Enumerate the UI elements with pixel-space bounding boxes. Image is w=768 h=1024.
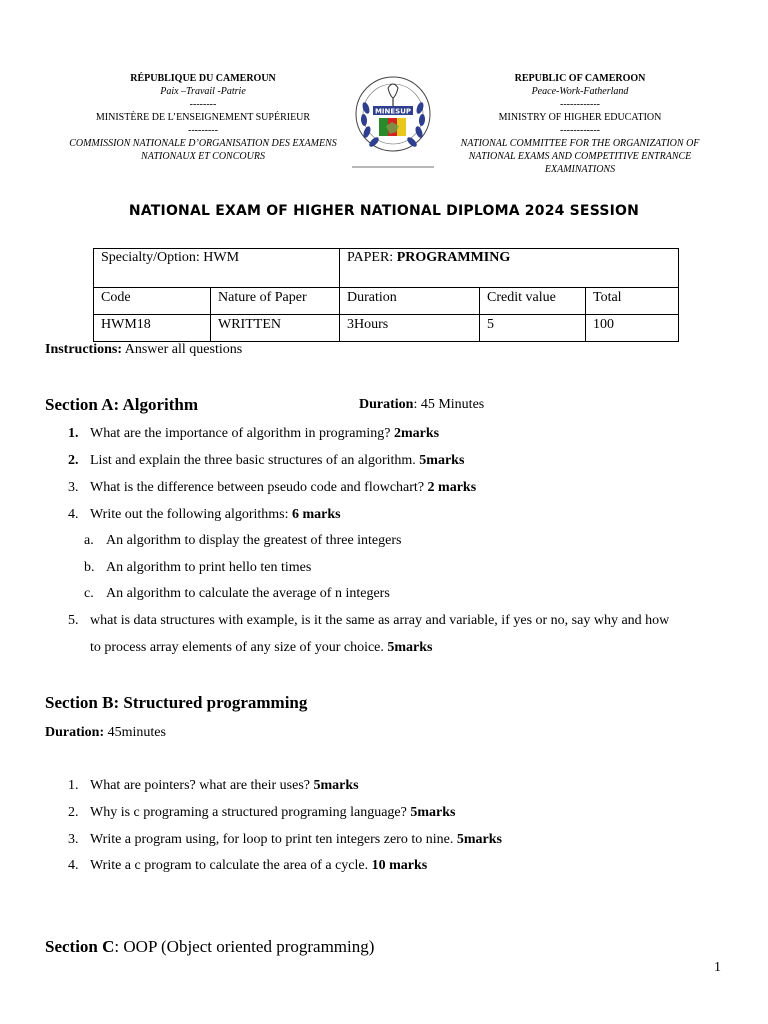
question-number: 1. — [68, 778, 79, 793]
section-a-duration — [359, 397, 484, 413]
section-b-title: Section B: Structured programming — [45, 693, 308, 712]
header-nature: Nature of Paper — [211, 288, 340, 315]
exam-title: NATIONAL EXAM OF HIGHER NATIONAL DIPLOMA 2024 SESSION — [128, 203, 640, 219]
sub-question-text: An algorithm to calculate the average of n integers — [106, 586, 390, 601]
question-number: 2. — [68, 453, 79, 468]
question-text-line2: to process array elements of any size of your choice. — [90, 640, 388, 655]
sub-question-text: An algorithm to print hello ten times — [106, 560, 312, 575]
question-marks: 2 marks — [427, 480, 477, 495]
question-text: Write a c program to calculate the area of a cycle. — [90, 858, 372, 873]
header-left-french — [68, 72, 338, 163]
section-c-title — [45, 937, 374, 957]
question-number: 3. — [68, 832, 79, 847]
paper-cell — [340, 249, 679, 288]
instructions-text: Answer all questions — [122, 342, 243, 357]
header-total: Total — [586, 288, 679, 315]
commission-fr-line2: NATIONAUX ET CONCOURS — [141, 151, 265, 162]
question-text: Why is c programing a structured programing language? — [90, 805, 411, 820]
ministry-en: MINISTRY OF HIGHER EDUCATION — [498, 112, 662, 123]
header-credit: Credit value — [480, 288, 586, 315]
question-number: 4. — [68, 858, 79, 873]
question-text: What is the difference between pseudo code and flowchart? — [90, 480, 428, 495]
question-number: 4. — [68, 507, 79, 522]
question-number: 5. — [68, 613, 79, 628]
sub-question-letter: a. — [84, 533, 94, 548]
separator: -------- — [189, 99, 217, 110]
instructions-label: Instructions: — [45, 342, 123, 357]
value-duration: 3Hours — [340, 315, 480, 342]
instructions — [45, 342, 242, 358]
duration-label: Duration — [359, 397, 414, 412]
country-en: REPUBLIC OF CAMEROON — [514, 73, 646, 84]
question-marks: 5marks — [387, 640, 433, 655]
table-row — [94, 288, 679, 315]
separator: --------- — [188, 125, 218, 136]
minesup-logo — [352, 68, 434, 168]
question-marks: 6 marks — [292, 507, 341, 522]
question-text: What are the importance of algorithm in programing? — [90, 426, 395, 441]
question-marks: 5marks — [410, 805, 456, 820]
value-code: HWM18 — [94, 315, 211, 342]
question-text-line1: what is data structures with example, is it the same as array and variable, if yes or no, say why and how — [90, 613, 670, 628]
paper-info-table — [93, 248, 679, 342]
question-text: Write out the following algorithms: — [90, 507, 293, 522]
separator: ------------ — [560, 125, 600, 136]
question-marks: 2marks — [394, 426, 440, 441]
separator: ------------ — [560, 99, 600, 110]
country-fr: RÉPUBLIQUE DU CAMEROUN — [130, 73, 276, 84]
question-marks: 5marks — [313, 778, 359, 793]
question-text: Write a program using, for loop to print ten integers zero to nine. — [90, 832, 457, 847]
value-nature: WRITTEN — [211, 315, 340, 342]
question-number: 2. — [68, 805, 79, 820]
ministry-fr: MINISTÈRE DE L’ENSEIGNEMENT SUPÉRIEUR — [95, 112, 311, 123]
section-b-duration — [45, 725, 166, 741]
value-credit: 5 — [480, 315, 586, 342]
specialty-cell: Specialty/Option: HWM — [94, 249, 340, 288]
question-number: 3. — [68, 480, 79, 495]
table-row — [94, 315, 679, 342]
sub-question-letter: c. — [84, 586, 94, 601]
question-text: What are pointers? what are their uses? — [90, 778, 314, 793]
committee-en-line2: NATIONAL EXAMS AND COMPETITIVE ENTRANCE — [468, 151, 692, 162]
page-number: 1 — [714, 960, 721, 975]
header-code: Code — [94, 288, 211, 315]
commission-fr-line1: COMMISSION NATIONALE D’ORGANISATION DES EXAMENS — [69, 138, 337, 149]
question-number: 1. — [68, 426, 79, 441]
duration-label: Duration: — [45, 725, 105, 740]
paper-label: PAPER: — [347, 250, 397, 265]
question-marks: 5marks — [456, 832, 502, 847]
value-total: 100 — [586, 315, 679, 342]
section-c-label: Section C — [45, 937, 115, 956]
committee-en-line1: NATIONAL COMMITTEE FOR THE ORGANIZATION OF — [460, 138, 700, 149]
question-marks: 5marks — [419, 453, 465, 468]
section-c-text: : OOP (Object oriented programming) — [114, 937, 375, 956]
logo-text: MINESUP — [374, 107, 412, 116]
table-row — [94, 249, 679, 288]
duration-value: 45minutes — [104, 725, 166, 740]
paper-value: PROGRAMMING — [396, 250, 511, 265]
question-text: List and explain the three basic structures of an algorithm. — [90, 453, 420, 468]
sub-question-text: An algorithm to display the greatest of three integers — [106, 533, 402, 548]
section-a-title: Section A: Algorithm — [45, 395, 198, 414]
header-right-english — [445, 72, 715, 176]
motto-fr: Paix –Travail -Patrie — [160, 86, 246, 97]
sub-question-letter: b. — [84, 560, 95, 575]
motto-en: Peace-Work-Fatherland — [531, 86, 629, 97]
question-marks: 10 marks — [371, 858, 428, 873]
duration-value: : 45 Minutes — [413, 397, 485, 412]
committee-en-line3: EXAMINATIONS — [544, 164, 616, 175]
header-duration: Duration — [340, 288, 480, 315]
